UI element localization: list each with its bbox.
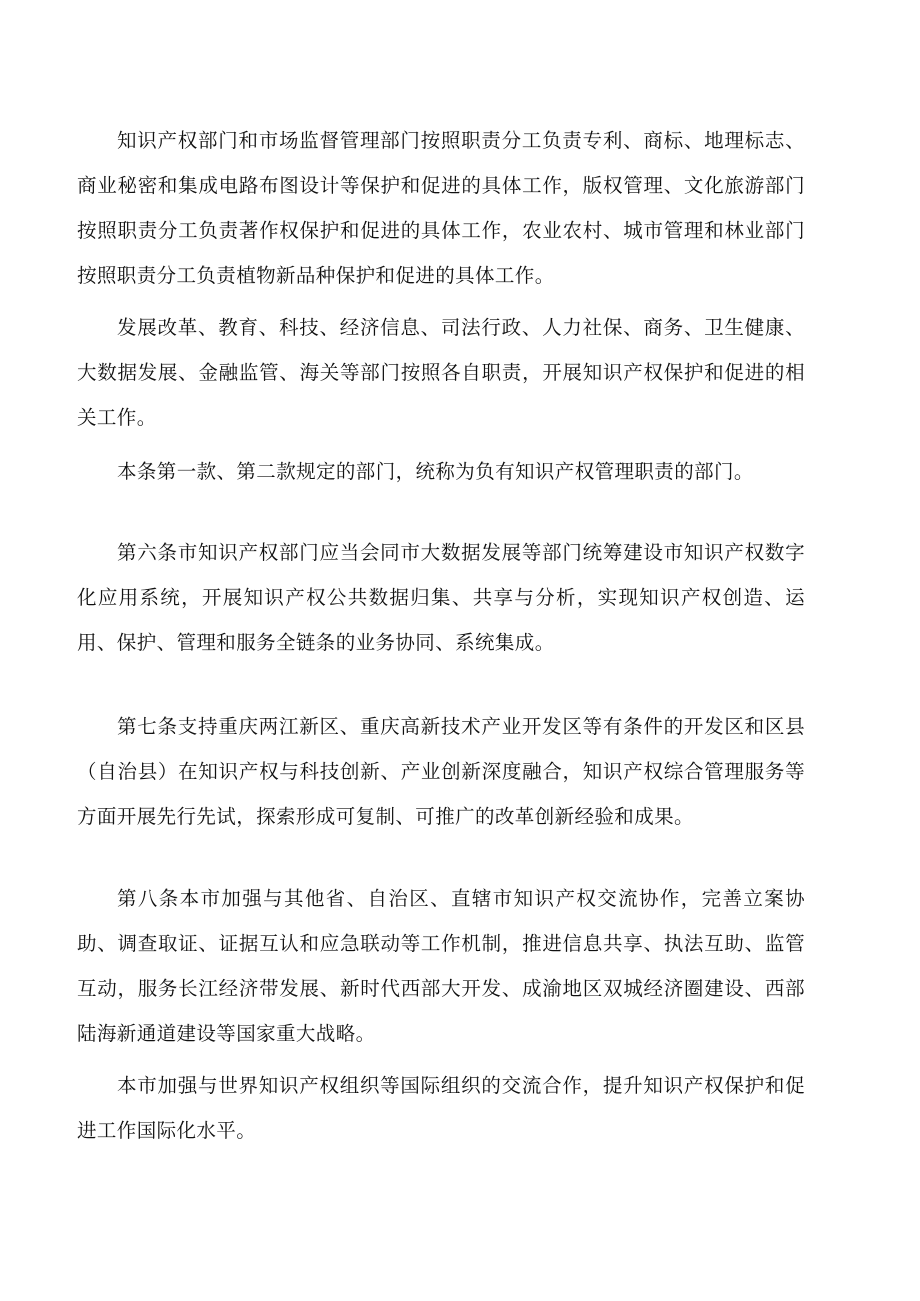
paragraph-definition-departments: 本条第一款、第二款规定的部门，统称为负有知识产权管理职责的部门。 <box>117 460 754 483</box>
paragraph-article-6: 第六条市知识产权部门应当会同市大数据发展等部门统筹建设市知识产权数字化应用系统，开展知识产权公共数据归集、共享与分析，实现知识产权创造、运用、保护、管理和服务全链条的业务协同、系统集成。 <box>77 541 805 654</box>
paragraph-article-7: 第七条支持重庆两江新区、重庆高新技术产业开发区等有条件的开发区和区县（自治县）在知识产权与科技创新、产业创新深度融合，知识产权综合管理服务等方面开展先行先试，探索形成可复制、可推广的改革创新经验和成果。 <box>77 715 805 828</box>
paragraph-other-departments-duties: 发展改革、教育、科技、经济信息、司法行政、人力社保、商务、卫生健康、大数据发展、金融监管、海关等部门按照各自职责，开展知识产权保护和促进的相关工作。 <box>77 316 805 429</box>
paragraph-article-8: 第八条本市加强与其他省、自治区、直辖市知识产权交流协作，完善立案协助、调查取证、证据互认和应急联动等工作机制，推进信息共享、执法互助、监管互动，服务长江经济带发展、新时代西部大开发、成渝地区双城经济圈建设、西部陆海新通道建设等国家重大战略。 <box>77 887 805 1045</box>
paragraph-ip-departments-duties: 知识产权部门和市场监督管理部门按照职责分工负责专利、商标、地理标志、商业秘密和集成电路布图设计等保护和促进的具体工作，版权管理、文化旅游部门按照职责分工负责著作权保护和促进的具体工作，农业农村、城市管理和林业部门按照职责分工负责植物新品种保护和促进的具体工作。 <box>77 129 805 287</box>
paragraph-international-cooperation: 本市加强与世界知识产权组织等国际组织的交流合作，提升知识产权保护和促进工作国际化水平。 <box>77 1074 805 1142</box>
